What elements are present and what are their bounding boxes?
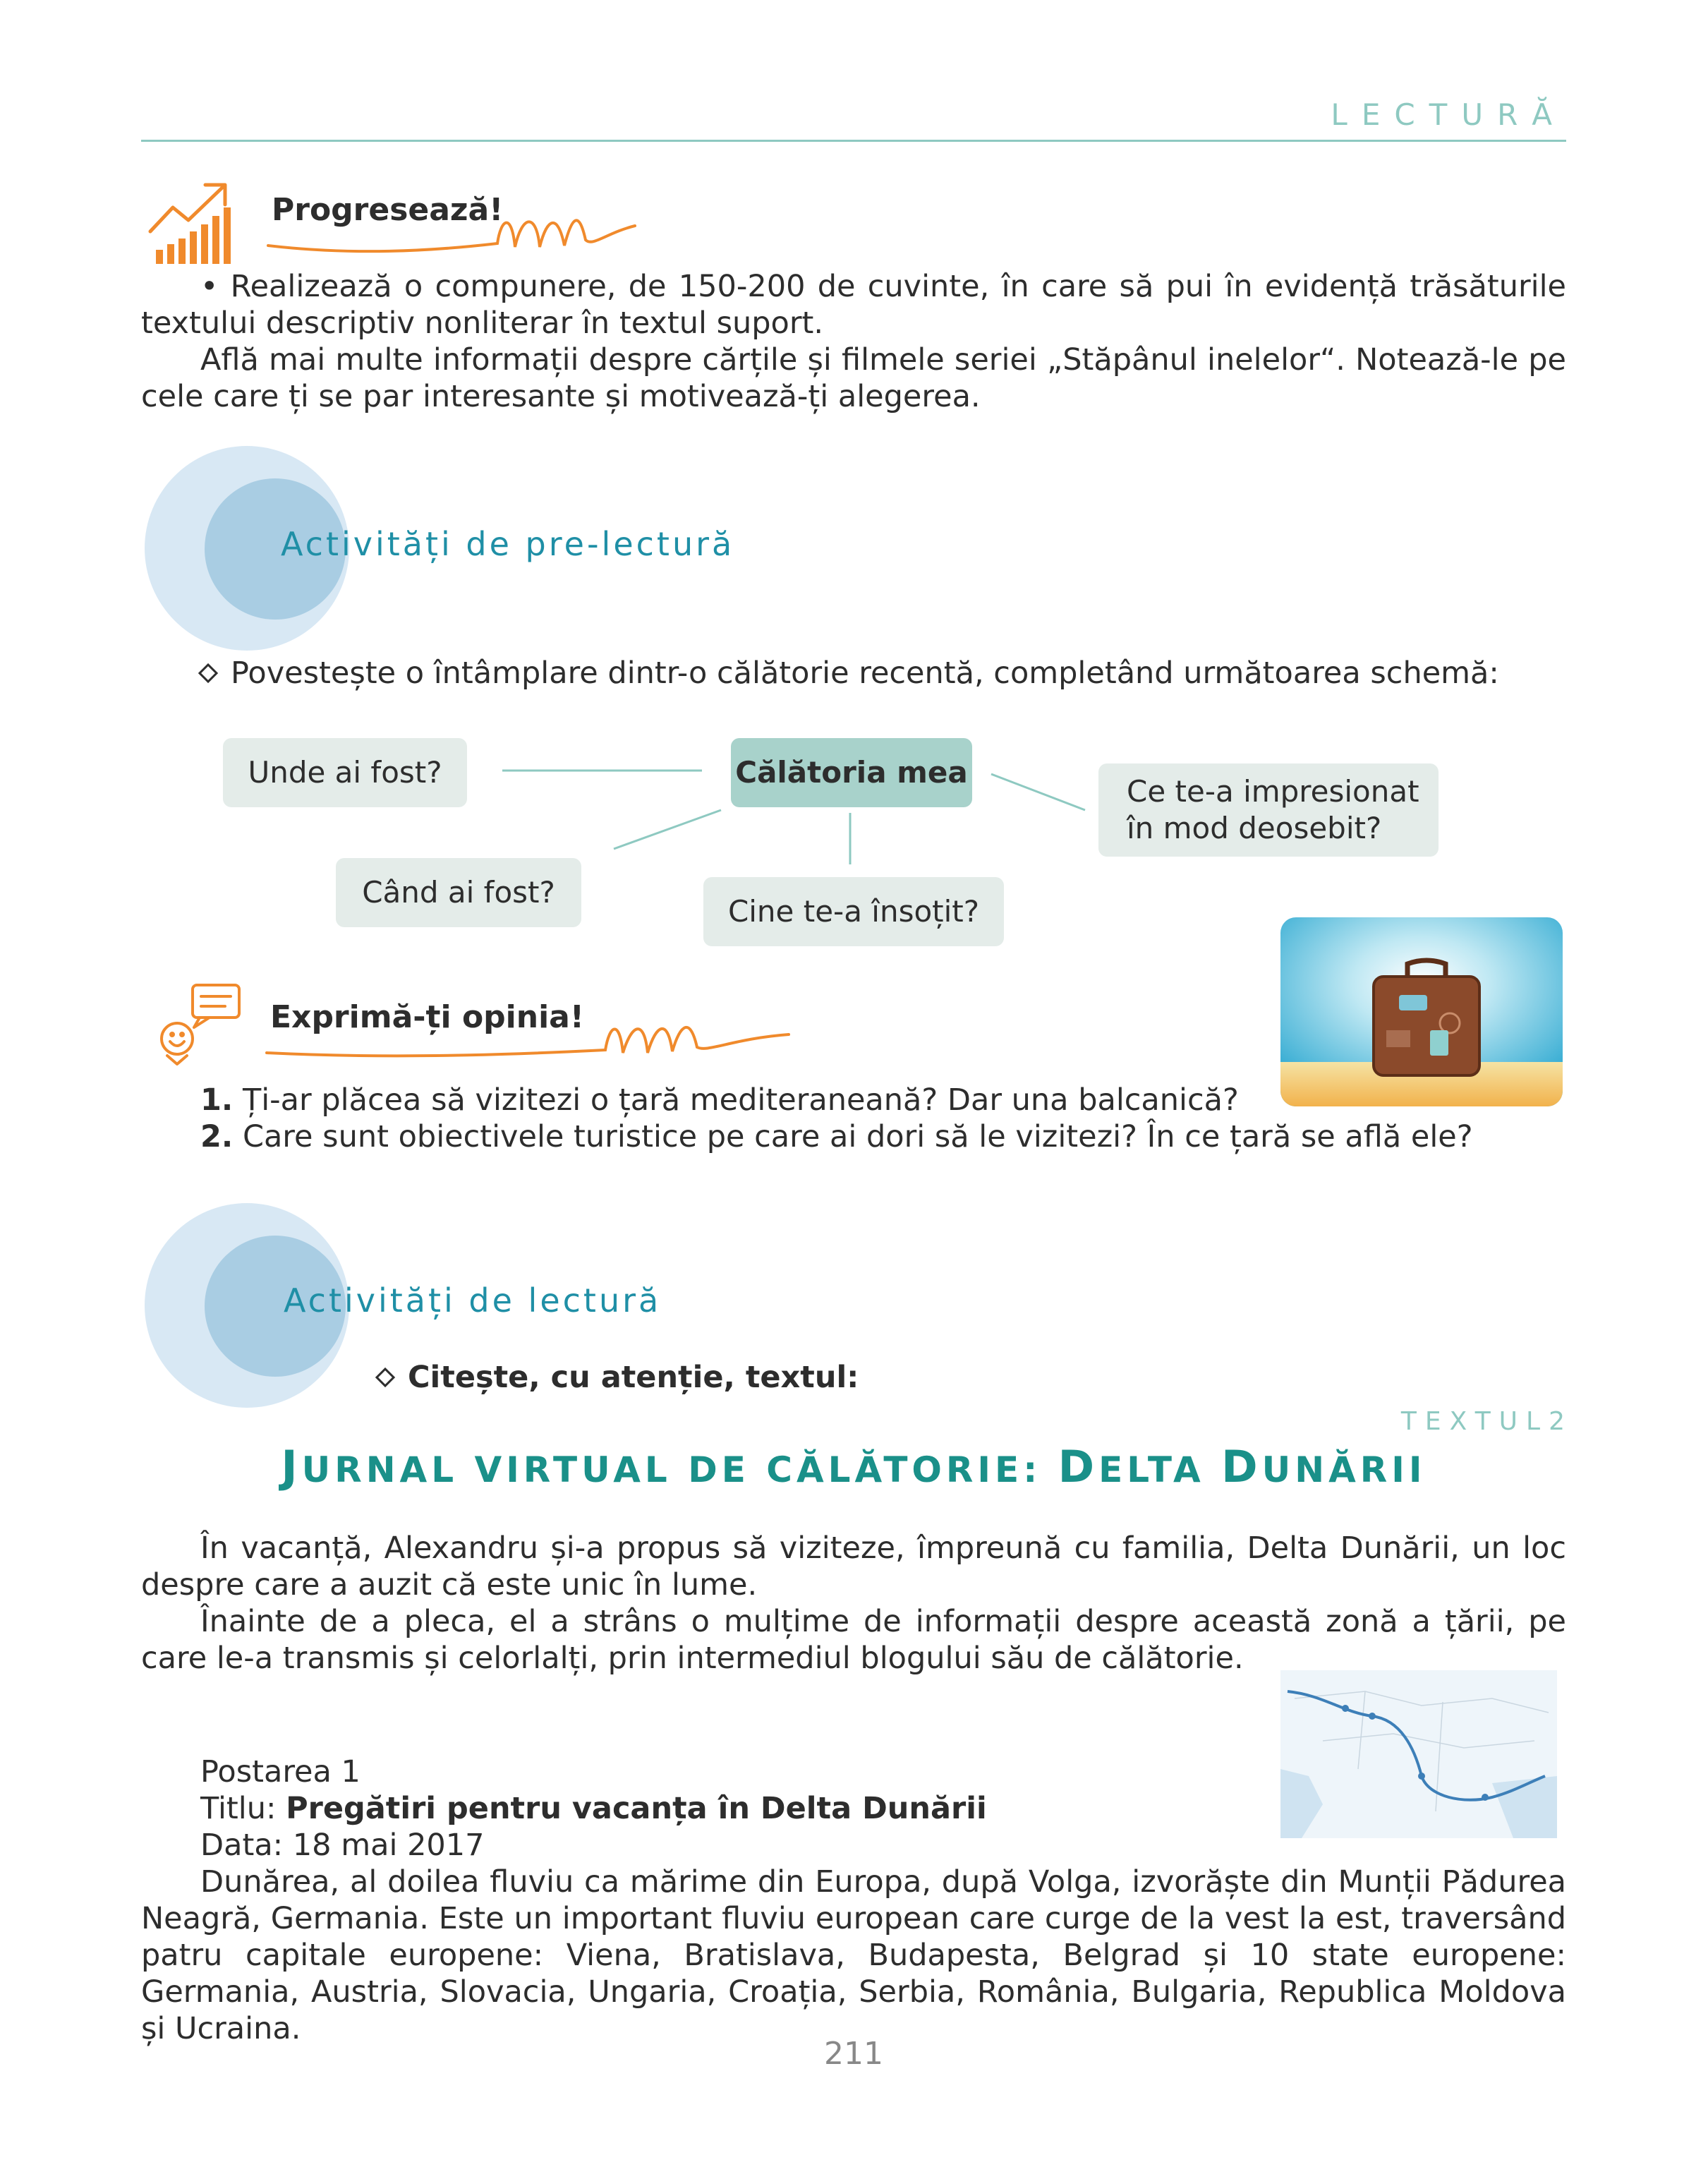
post-label: Postarea 1 [200,1754,361,1789]
reading-instruction [378,1359,1225,1396]
post-title-prefix: Titlu: [200,1791,286,1826]
orange-squiggle-icon [267,1010,789,1067]
title-part: UNĂRII [1261,1449,1427,1490]
title-part: J [281,1441,302,1492]
reading-title: Activități de lectură [284,1281,662,1320]
diagram-center-node: Călătoria mea [731,738,972,807]
pre-reading-instruction-text: Povestește o întâmplare dintr-o călătorie recentă, completând următoarea schemă: [231,656,1499,691]
page-number: 211 [824,2036,883,2072]
question-number: 1. [200,1082,234,1118]
article-intro-1: În vacanță, Alexandru și-a propus să viziteze, împreună cu familia, Delta Dunării, un loc despre care a auzit că este unic în lume. [141,1531,1566,1602]
question-number: 2. [200,1119,234,1154]
danube-map-image [1280,1670,1557,1838]
question-text: Care sunt obiectivele turistice pe care ai dori să le vizitezi? În ce țară se află ele? [242,1119,1473,1154]
title-part: ELTA [1098,1449,1222,1490]
post-date: Data: 18 mai 2017 [200,1828,485,1863]
opinion-title: Exprimă-ți opinia! [270,999,584,1035]
title-part: URNAL VIRTUAL DE CĂLĂTORIE: [301,1449,1058,1490]
pre-reading-title: Activități de pre-lectură [281,525,735,563]
diagram-connectors [0,0,1708,988]
speech-bubble-icon [152,982,243,1067]
progress-title: Progresează! [272,192,504,228]
diamond-bullet-icon [375,1368,395,1387]
diagram-node-when: Când ai fost? [336,858,581,927]
post-body: Dunărea, al doilea fluviu ca mărime din Europa, după Volga, izvorăște din Munții Pădurea Neagră, Germania. Este un important fluviu european care curge de la vest la est, traversând patru capitale europene: Viena, Bratislava, Budapesta, Belgrad și 10 state europene: Germania, Austria, Slovacia, Ungaria, Croația, Serbia, România, Bulgaria, Republica Moldova și Ucraina. [141,1864,1566,2046]
progress-paragraph-1: • Realizează o compunere, de 150-200 de cuvinte, în care să pui în evidență trăsăturile textului descriptiv nonliterar în textul suport. [141,269,1566,341]
question-text: Ți-ar plăcea să vizitezi o țară mediteraneană? Dar una balcanică? [242,1082,1239,1118]
diagram-node-who: Cine te-a însoțit? [703,877,1004,946]
section-label: LECTURĂ [1331,97,1566,132]
reading-instruction-text: Citește, cu atenție, textul: [408,1360,859,1395]
opinion-question-1 [200,1082,1294,1118]
text-number-label: TEXTUL2 [1400,1407,1573,1436]
title-part: D [1058,1441,1099,1492]
article-title [141,1441,1566,1492]
title-part: D [1221,1441,1262,1492]
post-title: Pregătiri pentru vacanța în Delta Dunării [286,1791,987,1826]
diagram-node-impressed: Ce te-a impresionat în mod deosebit? [1098,763,1439,857]
opinion-question-2 [200,1118,1576,1155]
post-title-line [200,1790,987,1827]
suitcase-image [1280,917,1563,1106]
progress-paragraph-2: Află mai multe informații despre cărțile și filmele seriei „Stăpânul inelelor“. Notează-le pe cele care ți se par interesante și motivează-ți alegerea. [141,342,1566,414]
diagram-node-where: Unde ai fost? [223,738,467,807]
article-intro-2: Înainte de a pleca, el a strâns o mulțime de informații despre această zonă a țării, pe care le-a transmis și celorlalți, prin intermediul blogului său de călătorie. [141,1604,1566,1676]
